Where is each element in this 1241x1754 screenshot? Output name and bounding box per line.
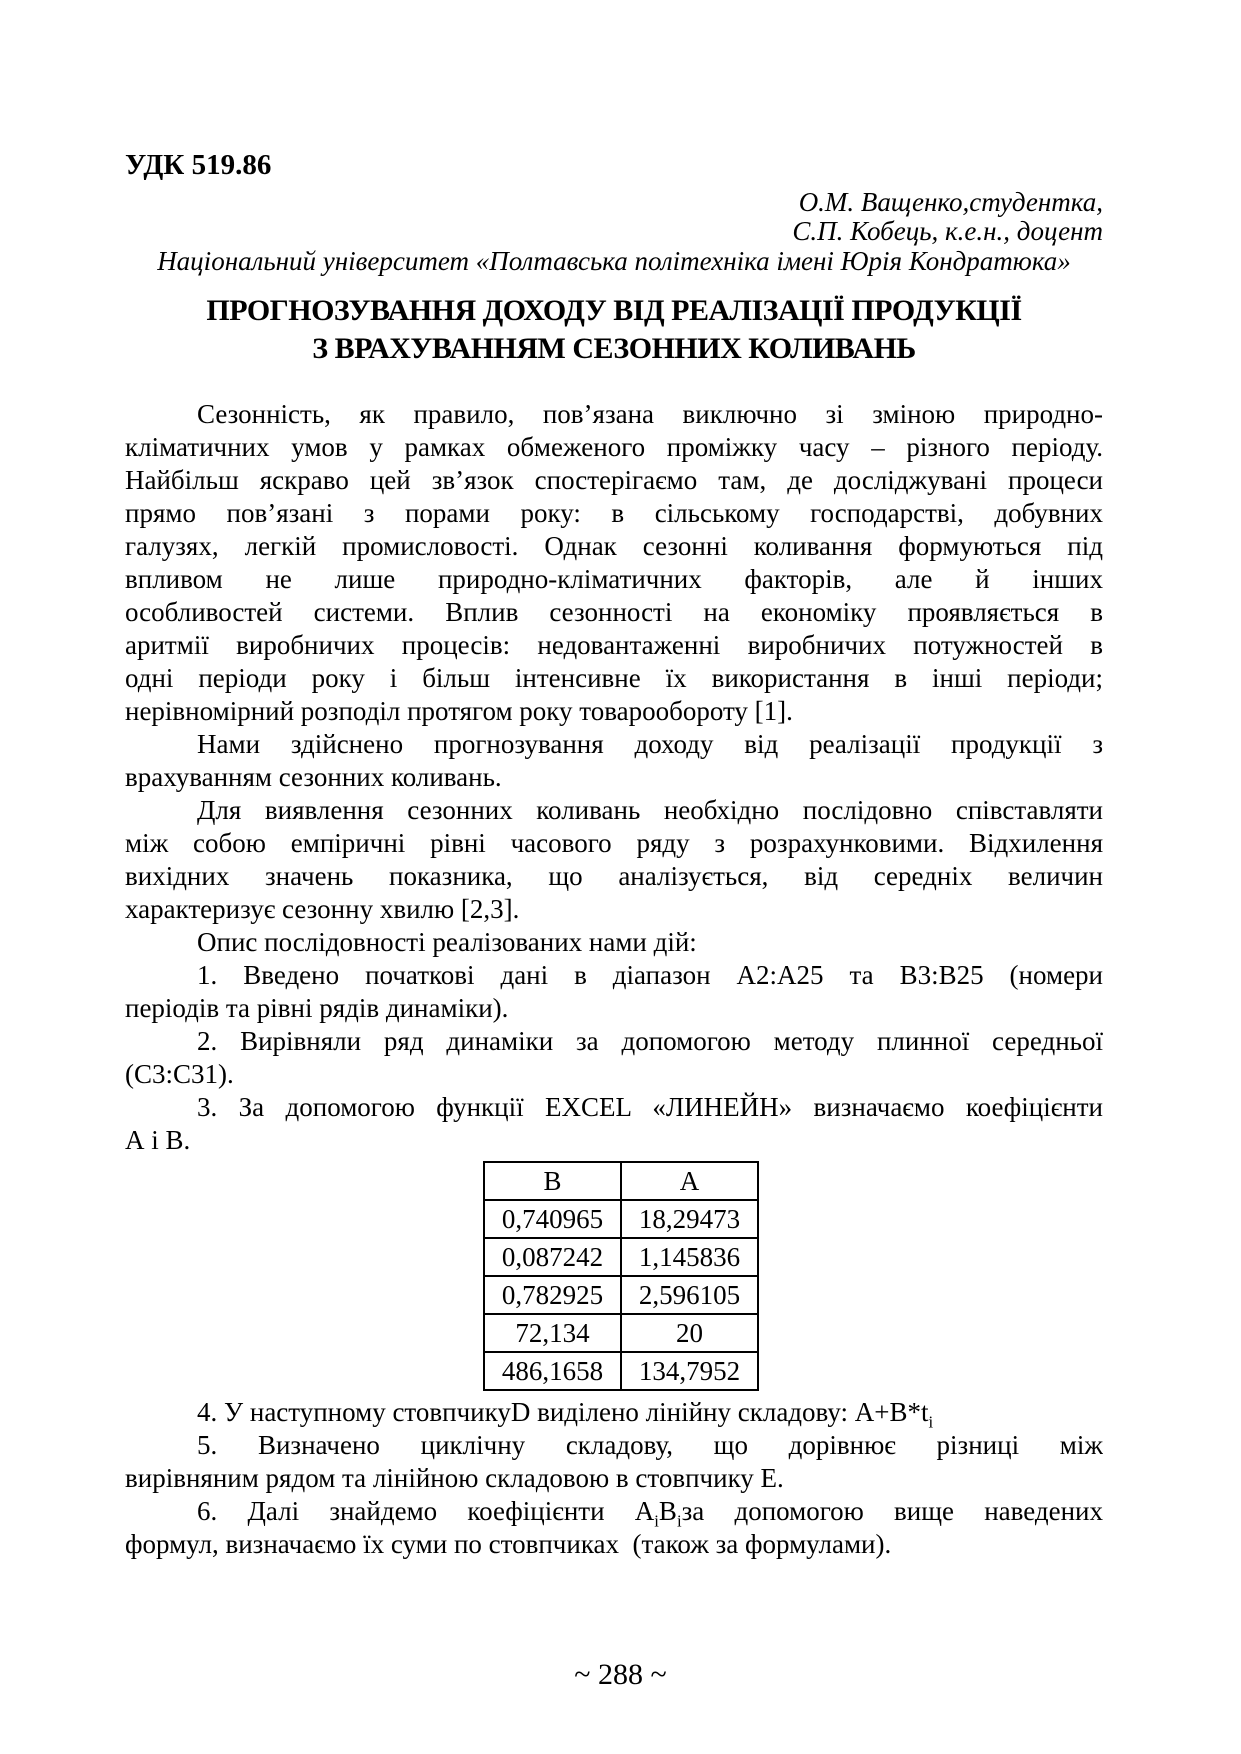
article-body bbox=[125, 398, 1103, 1561]
text-line: прямо пов’язані з порами року: в сільському господарстві, добувних bbox=[125, 498, 1103, 528]
table-cell: 0,782925 bbox=[484, 1276, 621, 1314]
table-cell: 18,29473 bbox=[621, 1200, 758, 1238]
text-line: аритмії виробничих процесів: недовантаженні виробничих потужностей в bbox=[125, 630, 1103, 660]
step-5 bbox=[125, 1429, 1103, 1495]
table-cell: 134,7952 bbox=[621, 1352, 758, 1390]
step-6 bbox=[125, 1495, 1103, 1561]
text-line: між собою емпіричні рівні часового ряду з розрахунковими. Відхилення bbox=[125, 828, 1103, 858]
text-line: характеризує сезонну хвилю [2,3]. bbox=[125, 894, 520, 924]
text-line: вирівняним рядом та лінійною складовою в стовпчику Е. bbox=[125, 1463, 784, 1493]
step-1 bbox=[125, 959, 1103, 1025]
table-cell: 0,740965 bbox=[484, 1200, 621, 1238]
affiliation-line: Національний університет «Полтавська політехніка імені Юрія Кондратюка» bbox=[157, 246, 1071, 276]
text-line: 2. Вирівняли ряд динаміки за допомогою методу плинної середньої bbox=[197, 1026, 1103, 1056]
title-line-1: ПРОГНОЗУВАННЯ ДОХОДУ ВІД РЕАЛІЗАЦІЇ ПРОДУКЦІЇ bbox=[206, 294, 1022, 327]
table-cell: 0,087242 bbox=[484, 1238, 621, 1276]
paragraph-1 bbox=[125, 398, 1103, 728]
step-2 bbox=[125, 1025, 1103, 1091]
step6-seg1: 6. Далі знайдемо коефіцієнти А bbox=[197, 1496, 655, 1526]
table-header-cell-b: В bbox=[484, 1162, 621, 1200]
step4-text: 4. У наступному стовпчикуD виділено лінійну складову: A+B*t bbox=[197, 1397, 929, 1427]
step-3 bbox=[125, 1091, 1103, 1157]
table-row bbox=[484, 1314, 758, 1352]
text-line: вихідних значень показника, що аналізується, від середніх величин bbox=[125, 861, 1103, 891]
subscript-i: i bbox=[928, 1412, 934, 1429]
paragraph-3 bbox=[125, 794, 1103, 926]
author-block bbox=[125, 188, 1103, 246]
text-line: врахуванням сезонних коливань. bbox=[125, 762, 502, 792]
step-4 bbox=[125, 1396, 1103, 1429]
text-line: А і В. bbox=[125, 1125, 191, 1155]
table-cell: 1,145836 bbox=[621, 1238, 758, 1276]
paragraph-2 bbox=[125, 728, 1103, 794]
text-line: 1. Введено початкові дані в діапазон A2:A25 та B3:B25 (номери bbox=[197, 960, 1103, 990]
text-line: Найбільш яскраво цей зв’язок спостерігаємо там, де досліджувані процеси bbox=[125, 465, 1103, 495]
subscript-i: і bbox=[654, 1511, 659, 1528]
coefficients-table-head bbox=[484, 1162, 758, 1200]
text-line: кліматичних умов у рамках обмеженого проміжку часу – різного періоду. bbox=[125, 432, 1103, 462]
subscript-i: і bbox=[676, 1511, 682, 1528]
author-line-2: С.П. Кобець, к.е.н., доцент bbox=[792, 216, 1103, 246]
steps-heading bbox=[125, 926, 1103, 959]
coefficients-table bbox=[483, 1161, 759, 1391]
author-line-1: О.М. Ващенко,студентка, bbox=[798, 187, 1103, 217]
text-line: галузях, легкій промисловості. Однак сезонні коливання формуються під bbox=[125, 531, 1103, 561]
text-line: Для виявлення сезонних коливань необхідно послідовно співставляти bbox=[197, 795, 1103, 825]
text-line: Опис послідовності реалізованих нами дій: bbox=[197, 927, 697, 957]
step6-seg3: за допомогою вище наведених bbox=[681, 1496, 1103, 1526]
udc-code: УДК 519.86 bbox=[125, 149, 272, 181]
table-row bbox=[484, 1276, 758, 1314]
text-line: особливостей системи. Вплив сезонності на економіку проявляється в bbox=[125, 597, 1103, 627]
text-line: 3. За допомогою функції EXCEL «ЛИНЕЙН» визначаємо коефіцієнти bbox=[197, 1092, 1103, 1122]
text-line: Нами здійснено прогнозування доходу від реалізації продукції з bbox=[197, 729, 1103, 759]
step6-seg2: В bbox=[658, 1496, 677, 1526]
text-line: періодів та рівні рядів динаміки). bbox=[125, 993, 509, 1023]
coefficients-table-body bbox=[484, 1200, 758, 1390]
text-line: формул, визначаємо їх суми по стовпчиках (також за формулами). bbox=[125, 1529, 892, 1559]
page-number: ~ 288 ~ bbox=[574, 1658, 667, 1691]
table-row bbox=[484, 1238, 758, 1276]
text-line: 5. Визначено циклічну складову, що дорівнює різниці між bbox=[197, 1430, 1103, 1460]
table-row bbox=[484, 1352, 758, 1390]
text-line: Сезонність, як правило, пов’язана виключно зі зміною природно- bbox=[197, 399, 1103, 429]
table-cell: 2,596105 bbox=[621, 1276, 758, 1314]
table-cell: 20 bbox=[621, 1314, 758, 1352]
article-title bbox=[125, 292, 1103, 368]
table-header-row bbox=[484, 1162, 758, 1200]
title-line-2: З ВРАХУВАННЯМ СЕЗОННИХ КОЛИВАНЬ bbox=[312, 332, 916, 365]
table-cell: 486,1658 bbox=[484, 1352, 621, 1390]
text-line bbox=[125, 1396, 1103, 1429]
text-line: одні періоди року і більш інтенсивне їх використання в інші періоди; bbox=[125, 663, 1103, 693]
text-line bbox=[125, 1495, 1103, 1528]
table-cell: 72,134 bbox=[484, 1314, 621, 1352]
text-line: (C3:C31). bbox=[125, 1059, 234, 1089]
table-row bbox=[484, 1200, 758, 1238]
table-header-cell-a: А bbox=[621, 1162, 758, 1200]
text-line: нерівномірний розподіл протягом року товарообороту [1]. bbox=[125, 696, 793, 726]
text-line: впливом не лише природно-кліматичних факторів, але й інших bbox=[125, 564, 1103, 594]
